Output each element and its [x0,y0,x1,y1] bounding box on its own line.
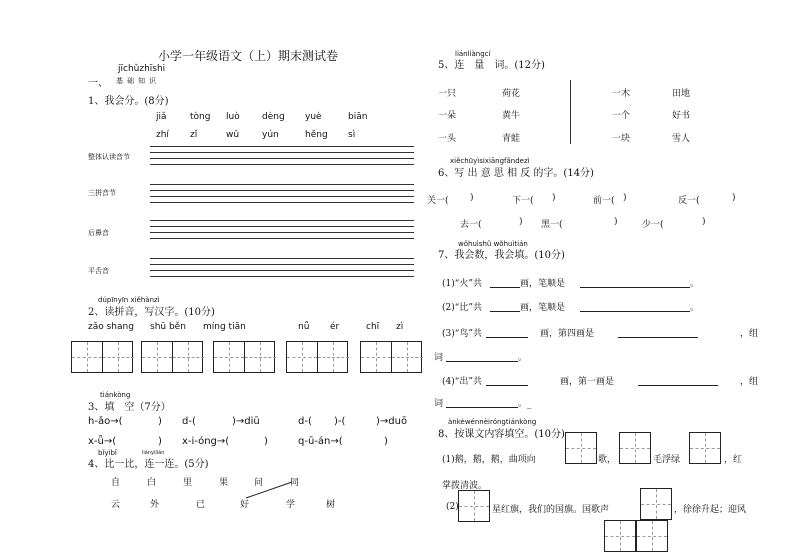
q7-blank-answer[interactable] [580,276,690,288]
q7-blank-count[interactable] [486,374,528,386]
q4-char[interactable]: 里 [183,478,193,488]
noun-word[interactable]: 黄牛 [502,111,521,121]
measure-word[interactable]: 一头 [438,134,457,144]
q3-fill-text: )-( [334,416,346,427]
antonym-item: ) [614,217,618,227]
q7-item-mid: 画，笔顺是 [520,303,566,313]
q1-pinyin-word: wǔ [226,130,240,140]
answer-line[interactable] [150,238,414,239]
q3-fill-text: )→diū [232,416,260,427]
q3-fill-text: x-ǖ→( [88,436,117,447]
q6-label: 6、写 出 意 思 相 反 的字。(14分) [438,168,594,179]
tianzige-grid[interactable] [71,341,133,373]
measure-word[interactable]: 一块 [612,134,631,144]
q3-fill-text: d-( [182,416,196,427]
q4-char[interactable]: 外 [150,500,160,510]
tianzige-grid[interactable] [360,341,422,373]
q7-blank-answer[interactable] [638,374,718,386]
q1-pinyin-word: yuè [305,112,322,122]
q4-char[interactable]: 学 [286,500,296,510]
q7-blank-count[interactable] [490,276,520,288]
q1-pinyin-word: tòng [190,112,211,122]
q7-item-mid: 画，第一画是 [560,377,615,387]
q7-ci-2: 词 [434,399,444,409]
answer-line[interactable] [150,152,414,153]
q7-blank-word[interactable] [446,396,518,408]
antonym-item: ) [732,193,736,203]
answer-line[interactable] [150,196,414,197]
section-number: 一、 [88,78,108,89]
q1-pinyin-word: zǐ [190,130,198,140]
q1-pinyin-word: sì [348,130,356,140]
q8-line1-c: 毛浮绿 [653,455,681,465]
noun-word[interactable]: 荷花 [502,89,521,99]
antonym-item: ) [519,217,523,227]
q7-ci: 词 [434,353,444,363]
q4-char[interactable]: 树 [326,500,336,510]
q8-pinyin: ànkèwénnèiróngtiánkòng [448,418,537,426]
q8-line1-d: ，红 [724,455,743,465]
q7-item-end: 。 [690,303,700,313]
q7-item-mid: 画，笔顺是 [520,279,566,289]
q8-box-3[interactable] [689,432,721,464]
q2-pinyin-word: chī [366,322,380,332]
measure-word[interactable]: 一只 [438,89,457,99]
tianzige-grid[interactable] [286,341,348,373]
q1-category-3: 平舌音 [88,267,109,275]
q7-blank-answer[interactable] [580,300,690,312]
answer-line[interactable] [150,184,414,185]
q7-item-start: (1)“火”共 [442,279,482,289]
q1-category-2: 后鼻音 [88,229,109,237]
answer-line[interactable] [150,190,414,191]
q8-label: 8、按课文内容填空。(10分) [438,429,565,440]
antonym-item: 前一( [593,196,615,206]
q2-pinyin-word: ér [330,322,340,332]
q1-pinyin-word: yún [262,130,279,140]
q3-fill-text: ) [264,436,268,447]
q4-char[interactable]: 果 [219,478,229,488]
q3-pinyin: tiánkòng [100,391,131,399]
q2-pinyin: dúpīnyīn xiěhànzì [98,296,160,304]
q4-char[interactable]: 问 [254,478,264,488]
q4-connecting-line [240,478,300,502]
antonym-item: ) [552,193,556,203]
q1-pinyin-word: zhí [156,130,169,140]
q2-pinyin-word: shū běn [150,322,186,332]
tianzige-grid[interactable] [213,341,275,373]
q3-fill-text: q-ū-án→( [298,436,343,447]
q7-end-1: 。 [518,353,528,363]
antonym-item: ) [470,193,474,203]
answer-line[interactable] [150,220,414,221]
q4-label: 4、比一比，连一连。(5分) [88,459,209,470]
q3-fill-text: d-( [298,416,312,427]
noun-word[interactable]: 好书 [672,111,691,121]
q8-line1-a: (1)鹅，鹅，鹅，曲项向 [442,455,536,465]
q4-pinyin: bǐyìbǐ [98,449,117,457]
answer-line[interactable] [150,158,414,159]
q7-label: 7、我会数，我会填。(10分) [438,250,565,261]
answer-line[interactable] [150,202,414,203]
q7-item-end: ，组 [740,377,759,387]
q4-char[interactable]: 自 [111,478,121,488]
answer-line[interactable] [150,276,414,277]
q7-blank-answer[interactable] [618,326,698,338]
q8-box-1[interactable] [565,432,597,464]
q7-blank-word[interactable] [446,350,518,362]
q8-box-4[interactable] [458,490,490,522]
q8-line2-b: 星红旗，我们的国旗。国歌声 [492,505,610,515]
q1-label: 1、我会分。(8分) [88,96,169,107]
q5-label: 5、连 量 词。(12分) [438,60,545,71]
section-title: 基础知识 [116,77,160,85]
q3-fill-text: ) [384,436,388,447]
q8-box-7[interactable] [636,520,668,552]
q3-fill-text: h-ǎo→( [88,416,123,427]
answer-line[interactable] [150,232,414,233]
noun-word[interactable]: 雪人 [672,134,691,144]
antonym-item: ) [702,217,706,227]
q7-item-start: (2)“比”共 [442,303,482,313]
q1-category-1: 三拼音节 [88,189,116,197]
q6-pinyin: xiěchūyìsixiāngfǎndezì [450,157,530,165]
q4-pinyin-2: liányilián [142,450,165,456]
q7-item-start: (3)“鸟”共 [442,329,482,339]
q7-blank-count[interactable] [486,326,528,338]
q3-fill-text: ) [158,416,162,427]
antonym-item: ) [623,193,627,203]
q8-box-5[interactable] [640,488,672,520]
measure-word[interactable]: 一朵 [438,111,457,121]
q2-label: 2、读拼音，写汉字。(10分) [88,307,215,318]
q7-item-end: ，组 [740,329,759,339]
antonym-item: 少一( [642,220,664,230]
q1-pinyin-word: hěng [305,130,328,140]
q1-category-0: 整体认读音节 [88,153,130,161]
q7-end-2: 。_ [518,399,532,409]
q3-fill-text: )→duō [376,416,408,427]
q4-char[interactable]: 已 [196,500,206,510]
q5-pinyin: liánliàngcí [455,50,491,58]
noun-word[interactable]: 田地 [672,89,691,99]
q1-pinyin-word: jiǎ [156,112,167,122]
antonym-item: 反一( [678,196,700,206]
page-title: 小学一年级语文（上）期末测试卷 [158,49,339,63]
q4-char[interactable]: 同 [290,478,300,488]
antonym-item: 下一( [512,196,534,206]
measure-word[interactable]: 一木 [612,89,631,99]
q8-line2-c: ，徐徐升起；迎风 [674,505,747,515]
answer-line[interactable] [150,164,414,165]
q3-fill-text: x-i-óng→( [182,436,230,447]
q8-line2-a: (2) [446,502,459,512]
q2-pinyin-word: nǚ [298,322,310,332]
q7-item-start: (4)“出”共 [442,377,482,387]
q2-pinyin-word: míng tiān [203,322,246,332]
section-title-pinyin: jīchǔzhīshi [118,64,166,74]
q4-char[interactable]: 白 [147,478,157,488]
antonym-item: 关一( [427,196,449,206]
q7-pinyin: wǒhuìshǔ wǒhuìtián [458,240,528,248]
measure-word[interactable]: 一个 [612,111,631,121]
q8-line1-b: 歌， [598,455,617,465]
answer-line[interactable] [150,264,414,265]
q4-char[interactable]: 云 [111,500,121,510]
q8-box-2[interactable] [619,432,651,464]
q7-blank-count[interactable] [490,300,520,312]
q3-fill-text: ) [158,436,162,447]
q7-item-end: 。 [690,279,700,289]
answer-line[interactable] [150,226,414,227]
q2-pinyin-word: zǎo shang [88,322,134,332]
q1-pinyin-word: dèng [262,112,285,122]
q8-line1-b2: 掌拨清波。 [442,481,488,491]
q4-char[interactable]: 好 [240,500,250,510]
q5-divider [570,80,571,144]
q1-pinyin-word: luò [226,112,240,122]
antonym-item: 黑一( [541,220,563,230]
q2-pinyin-word: zì [396,322,404,332]
q3-label: 3、填 空（7分） [88,402,171,413]
q1-pinyin-word: biān [348,112,368,122]
noun-word[interactable]: 青蛙 [502,134,521,144]
q7-item-mid: 画，第四画是 [540,329,595,339]
answer-line[interactable] [150,270,414,271]
answer-line[interactable] [150,258,414,259]
antonym-item: 去一( [460,220,482,230]
tianzige-grid[interactable] [141,341,203,373]
q8-box-6[interactable] [604,520,636,552]
answer-line[interactable] [150,146,414,147]
